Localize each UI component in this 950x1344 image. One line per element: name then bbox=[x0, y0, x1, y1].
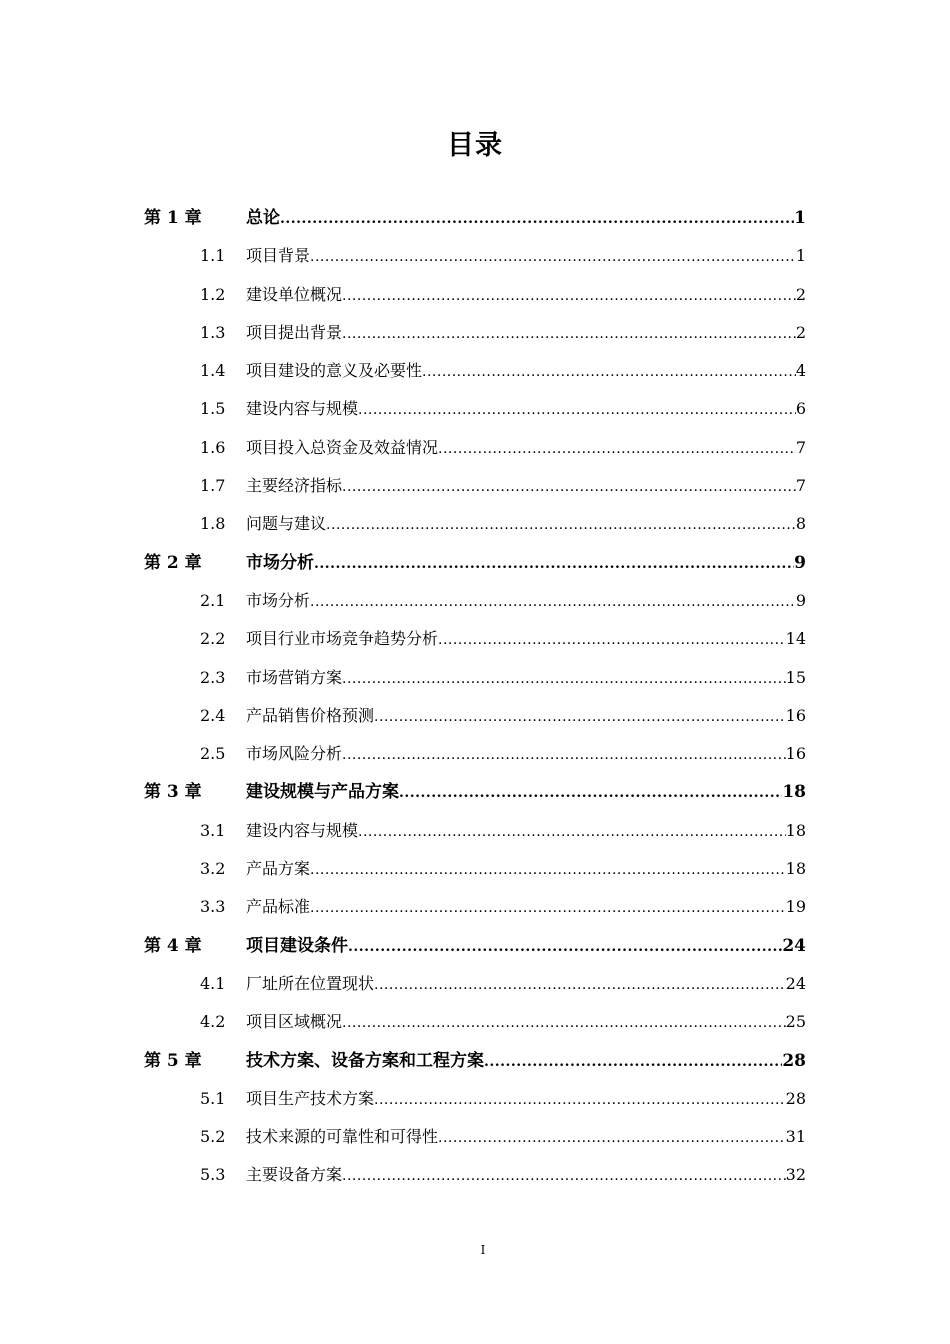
toc-dot-leader bbox=[374, 966, 786, 1004]
toc-dot-leader bbox=[342, 277, 796, 315]
toc-entry-link[interactable] bbox=[246, 429, 806, 468]
toc-entry-number: 5.1 bbox=[200, 1088, 226, 1108]
toc-entry-page-number: 8 bbox=[795, 514, 806, 534]
toc-entry-label: 产品销售价格预测 bbox=[246, 705, 375, 725]
toc-entry-number: 1.6 bbox=[200, 437, 226, 457]
toc-dot-leader bbox=[358, 391, 796, 429]
toc-section-row[interactable] bbox=[0, 467, 950, 505]
toc-entry-label: 产品方案 bbox=[246, 859, 311, 879]
toc-entry-label: 市场分析 bbox=[246, 590, 311, 610]
toc-entry-link[interactable] bbox=[246, 620, 806, 659]
toc-entry-number: 第 2 章 bbox=[144, 552, 202, 573]
toc-dot-leader bbox=[314, 545, 794, 583]
toc-dot-leader bbox=[280, 200, 794, 238]
toc-chapter-row[interactable] bbox=[0, 1042, 950, 1080]
toc-section-row[interactable] bbox=[0, 697, 950, 735]
toc-entry-page-number: 18 bbox=[782, 782, 806, 803]
toc-entry-label: 项目投入总资金及效益情况 bbox=[246, 437, 439, 457]
toc-entry-number: 2.4 bbox=[200, 705, 226, 725]
toc-chapter-row[interactable] bbox=[0, 544, 950, 582]
toc-entry-number: 1.2 bbox=[200, 284, 226, 304]
toc-entry-link[interactable] bbox=[246, 1003, 806, 1042]
toc-entry-label: 建设内容与规模 bbox=[246, 820, 359, 840]
toc-entry-number: 2.3 bbox=[200, 667, 226, 687]
toc-section-row[interactable] bbox=[0, 237, 950, 275]
toc-entry-label: 项目建设的意义及必要性 bbox=[246, 361, 423, 381]
toc-entry-number: 1.1 bbox=[200, 246, 226, 266]
toc-dot-leader bbox=[422, 353, 796, 391]
toc-entry-label: 项目生产技术方案 bbox=[246, 1088, 375, 1108]
toc-entry-page-number: 9 bbox=[795, 590, 806, 610]
toc-entry-link[interactable] bbox=[246, 544, 806, 583]
toc-entry-label: 技术方案、设备方案和工程方案 bbox=[246, 1050, 484, 1071]
toc-entry-page-number: 25 bbox=[785, 1012, 806, 1032]
toc-entry-page-number: 16 bbox=[785, 705, 806, 725]
toc-entry-page-number: 19 bbox=[785, 897, 806, 917]
toc-entry-label: 主要经济指标 bbox=[246, 476, 343, 496]
toc-entry-link[interactable] bbox=[246, 812, 806, 851]
toc-entry-label: 市场营销方案 bbox=[246, 667, 343, 687]
toc-entry-number: 1.4 bbox=[200, 361, 226, 381]
toc-dot-leader bbox=[484, 1043, 782, 1081]
toc-chapter-row[interactable] bbox=[0, 199, 950, 237]
toc-entry-link[interactable] bbox=[246, 314, 806, 353]
toc-entry-link[interactable] bbox=[246, 199, 806, 238]
toc-entry-page-number: 2 bbox=[795, 284, 806, 304]
toc-entry-page-number: 7 bbox=[795, 476, 806, 496]
toc-dot-leader bbox=[310, 889, 786, 927]
toc-entry-label: 厂址所在位置现状 bbox=[246, 973, 375, 993]
toc-entry-label: 市场风险分析 bbox=[246, 744, 343, 764]
toc-entry-label: 市场分析 bbox=[246, 552, 314, 573]
toc-entry-label: 问题与建议 bbox=[246, 514, 327, 534]
toc-entry-label: 技术来源的可靠性和可得性 bbox=[246, 1127, 439, 1147]
toc-entry-link[interactable] bbox=[246, 582, 806, 621]
toc-entry-number: 第 3 章 bbox=[144, 782, 202, 803]
toc-entry-page-number: 16 bbox=[785, 744, 806, 764]
toc-entry-link[interactable] bbox=[246, 390, 806, 429]
toc-dot-leader bbox=[399, 774, 782, 812]
toc-entry-number: 2.2 bbox=[200, 629, 226, 649]
toc-entry-label: 建设内容与规模 bbox=[246, 399, 359, 419]
toc-entry-label: 项目行业市场竞争趋势分析 bbox=[246, 629, 439, 649]
toc-entry-number: 1.3 bbox=[200, 322, 226, 342]
toc-section-row[interactable] bbox=[0, 582, 950, 620]
toc-section-row[interactable] bbox=[0, 1080, 950, 1118]
toc-entry-page-number: 28 bbox=[785, 1088, 806, 1108]
toc-chapter-row[interactable] bbox=[0, 927, 950, 965]
table-of-contents bbox=[0, 199, 950, 1195]
toc-entry-label: 总论 bbox=[246, 208, 280, 228]
toc-entry-page-number: 24 bbox=[782, 935, 806, 956]
toc-dot-leader bbox=[342, 1157, 786, 1195]
toc-entry-link[interactable] bbox=[246, 276, 806, 315]
toc-entry-number: 3.2 bbox=[200, 859, 226, 879]
toc-entry-label: 建设规模与产品方案 bbox=[246, 782, 399, 803]
toc-section-row[interactable] bbox=[0, 1156, 950, 1194]
toc-entry-link[interactable] bbox=[246, 659, 806, 698]
toc-dot-leader bbox=[342, 660, 786, 698]
toc-entry-label: 产品标准 bbox=[246, 897, 311, 917]
toc-entry-number: 1.7 bbox=[200, 476, 226, 496]
toc-entry-link[interactable] bbox=[246, 1042, 806, 1081]
toc-entry-number: 4.1 bbox=[200, 973, 226, 993]
toc-dot-leader bbox=[374, 698, 786, 736]
toc-dot-leader bbox=[326, 506, 796, 544]
toc-entry-page-number: 1 bbox=[794, 208, 806, 228]
toc-entry-page-number: 2 bbox=[795, 322, 806, 342]
toc-section-row[interactable] bbox=[0, 965, 950, 1003]
toc-dot-leader bbox=[342, 468, 796, 506]
toc-dot-leader bbox=[374, 1081, 786, 1119]
toc-dot-leader bbox=[342, 736, 786, 774]
toc-entry-number: 2.1 bbox=[200, 590, 226, 610]
toc-dot-leader bbox=[348, 928, 782, 966]
toc-section-row[interactable] bbox=[0, 390, 950, 428]
toc-entry-label: 项目区域概况 bbox=[246, 1012, 343, 1032]
toc-title: 目录 bbox=[447, 130, 503, 161]
toc-entry-number: 5.3 bbox=[200, 1165, 226, 1185]
toc-entry-number: 1.5 bbox=[200, 399, 226, 419]
toc-section-row[interactable] bbox=[0, 1003, 950, 1041]
toc-entry-page-number: 24 bbox=[785, 973, 806, 993]
toc-entry-link[interactable] bbox=[246, 735, 806, 774]
toc-entry-number: 1.8 bbox=[200, 514, 226, 534]
toc-entry-link[interactable] bbox=[246, 850, 806, 889]
toc-entry-link[interactable] bbox=[246, 1080, 806, 1119]
toc-dot-leader bbox=[342, 315, 796, 353]
toc-entry-link[interactable] bbox=[246, 927, 806, 966]
toc-dot-leader bbox=[310, 851, 786, 889]
toc-entry-label: 项目建设条件 bbox=[246, 935, 348, 956]
toc-entry-label: 项目提出背景 bbox=[246, 322, 343, 342]
toc-section-row[interactable] bbox=[0, 620, 950, 658]
toc-dot-leader bbox=[438, 621, 786, 659]
toc-entry-page-number: 18 bbox=[785, 820, 806, 840]
toc-entry-link[interactable] bbox=[246, 1118, 806, 1157]
toc-section-row[interactable] bbox=[0, 314, 950, 352]
toc-entry-number: 第 4 章 bbox=[144, 935, 202, 956]
toc-dot-leader bbox=[310, 238, 796, 276]
toc-section-row[interactable] bbox=[0, 352, 950, 390]
toc-entry-page-number: 14 bbox=[785, 629, 806, 649]
toc-entry-link[interactable] bbox=[246, 965, 806, 1004]
toc-entry-page-number: 18 bbox=[785, 859, 806, 879]
toc-section-row[interactable] bbox=[0, 659, 950, 697]
toc-entry-page-number: 1 bbox=[795, 246, 806, 266]
toc-entry-page-number: 32 bbox=[785, 1165, 806, 1185]
toc-entry-page-number: 7 bbox=[795, 437, 806, 457]
toc-entry-label: 建设单位概况 bbox=[246, 284, 343, 304]
toc-section-row[interactable] bbox=[0, 850, 950, 888]
toc-entry-link[interactable] bbox=[246, 1156, 806, 1195]
toc-entry-link[interactable] bbox=[246, 237, 806, 276]
toc-section-row[interactable] bbox=[0, 735, 950, 773]
toc-entry-number: 第 5 章 bbox=[144, 1050, 202, 1071]
toc-entry-number: 2.5 bbox=[200, 744, 226, 764]
toc-dot-leader bbox=[342, 1004, 786, 1042]
toc-entry-page-number: 15 bbox=[785, 667, 806, 687]
toc-dot-leader bbox=[438, 1119, 786, 1157]
toc-entry-number: 第 1 章 bbox=[144, 208, 202, 228]
toc-section-row[interactable] bbox=[0, 429, 950, 467]
toc-dot-leader bbox=[358, 813, 786, 851]
toc-section-row[interactable] bbox=[0, 812, 950, 850]
toc-entry-page-number: 6 bbox=[795, 399, 806, 419]
toc-section-row[interactable] bbox=[0, 888, 950, 926]
page-number-footer: I bbox=[480, 1243, 486, 1257]
toc-entry-link[interactable] bbox=[246, 467, 806, 506]
toc-entry-page-number: 28 bbox=[782, 1050, 806, 1071]
toc-section-row[interactable] bbox=[0, 1118, 950, 1156]
toc-entry-link[interactable] bbox=[246, 697, 806, 736]
toc-entry-link[interactable] bbox=[246, 773, 806, 812]
toc-entry-number: 3.3 bbox=[200, 897, 226, 917]
toc-entry-number: 5.2 bbox=[200, 1127, 226, 1147]
toc-entry-page-number: 31 bbox=[785, 1127, 806, 1147]
toc-entry-label: 主要设备方案 bbox=[246, 1165, 343, 1185]
toc-entry-label: 项目背景 bbox=[246, 246, 311, 266]
toc-entry-link[interactable] bbox=[246, 352, 806, 391]
toc-section-row[interactable] bbox=[0, 505, 950, 543]
toc-entry-page-number: 4 bbox=[795, 361, 806, 381]
toc-entry-number: 3.1 bbox=[200, 820, 226, 840]
toc-entry-link[interactable] bbox=[246, 888, 806, 927]
toc-entry-page-number: 9 bbox=[794, 552, 806, 573]
toc-section-row[interactable] bbox=[0, 276, 950, 314]
toc-dot-leader bbox=[438, 430, 796, 468]
toc-entry-link[interactable] bbox=[246, 505, 806, 544]
toc-dot-leader bbox=[310, 583, 796, 621]
toc-chapter-row[interactable] bbox=[0, 773, 950, 811]
toc-entry-number: 4.2 bbox=[200, 1012, 226, 1032]
